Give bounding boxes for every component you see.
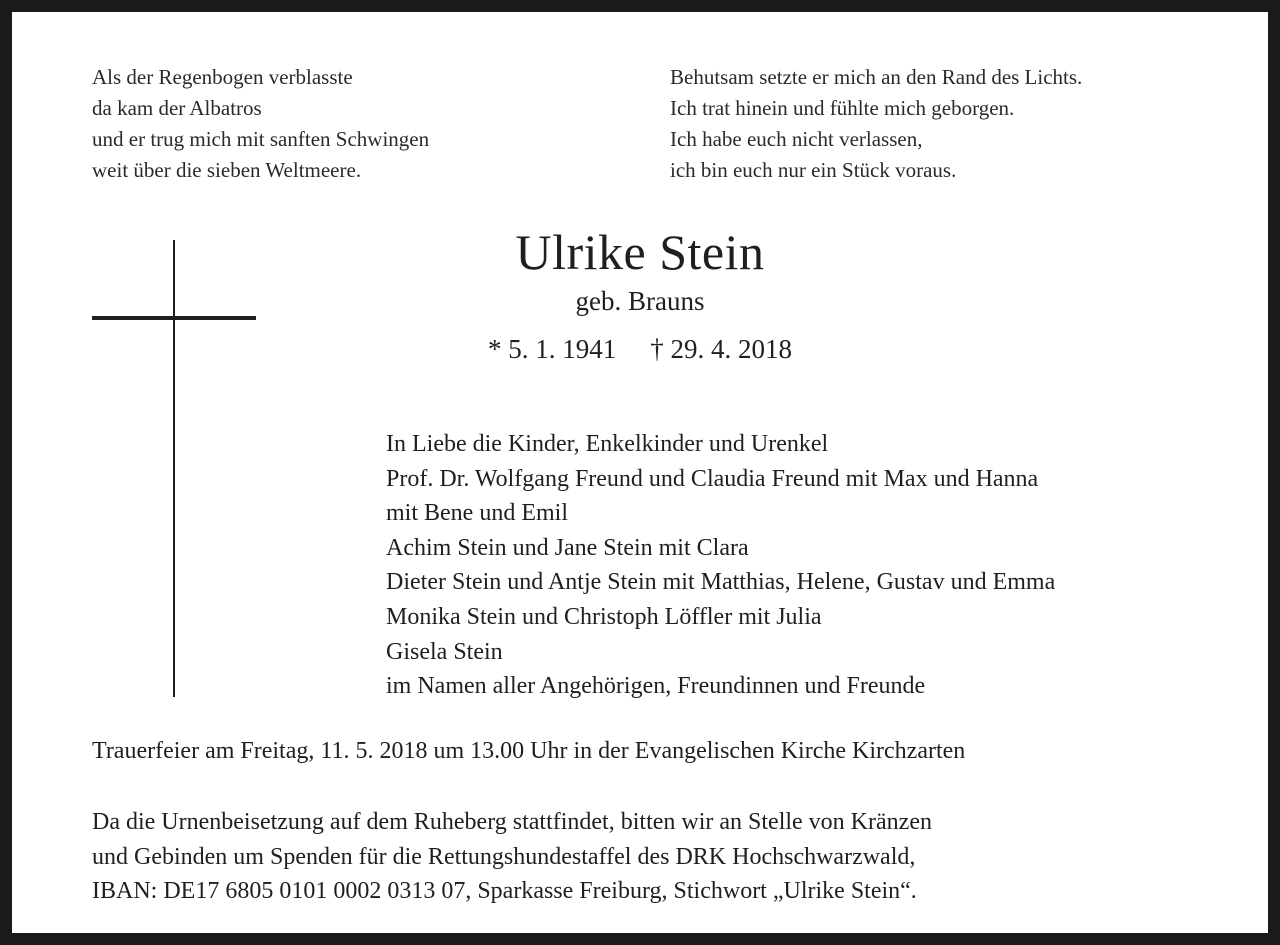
deceased-name: Ulrike Stein: [515, 224, 765, 280]
mourners-line: mit Bene und Emil: [386, 500, 568, 527]
mourners-line: Achim Stein und Jane Stein mit Clara: [386, 534, 749, 561]
funeral-service-info: Trauerfeier am Freitag, 11. 5. 2018 um 13.00 Uhr in der Evangelischen Kirche Kirchzarten: [92, 738, 966, 764]
birth-date: * 5. 1. 1941: [488, 334, 617, 364]
poem-left-line: weit über die sieben Weltmeere.: [92, 158, 362, 182]
poem-right-line: ich bin euch nur ein Stück voraus.: [670, 158, 957, 182]
mourners-line: Dieter Stein und Antje Stein mit Matthias, Helene, Gustav und Emma: [386, 569, 1056, 596]
donation-request: [92, 805, 932, 909]
birth-name: geb. Brauns: [575, 286, 705, 316]
poem-left-line: und er trug mich mit sanften Schwingen: [92, 127, 430, 151]
poem-left-line: Als der Regenbogen verblasste: [92, 65, 353, 89]
poem-right-line: Ich habe euch nicht verlassen,: [670, 127, 923, 151]
death-date: † 29. 4. 2018: [650, 334, 792, 364]
poem-left-line: da kam der Albatros: [92, 96, 262, 120]
obituary-notice: [12, 12, 1268, 933]
poem-right-line: Behutsam setzte er mich an den Rand des Lichts.: [670, 65, 1083, 89]
mourners-line: Gisela Stein: [386, 638, 503, 665]
mourners-line: In Liebe die Kinder, Enkelkinder und Urenkel: [386, 431, 829, 457]
donation-line: Da die Urnenbeisetzung auf dem Ruheberg stattfindet, bitten wir an Stelle von Kränzen: [92, 809, 932, 835]
poem-right-line: Ich trat hinein und fühlte mich geborgen.: [670, 96, 1015, 120]
mourners-line: Prof. Dr. Wolfgang Freund und Claudia Freund mit Max und Hanna: [386, 465, 1039, 492]
donation-line: IBAN: DE17 6805 0101 0002 0313 07, Sparkasse Freiburg, Stichwort „Ulrike Stein“.: [92, 878, 917, 904]
mourners-line: Monika Stein und Christoph Löffler mit Julia: [386, 603, 822, 630]
life-dates: [12, 332, 1268, 366]
poem-right: [670, 62, 1082, 186]
mourners-line: im Namen aller Angehörigen, Freundinnen und Freunde: [386, 673, 926, 700]
mourners-list: [386, 427, 1055, 704]
poem-left: [92, 62, 429, 186]
donation-line: und Gebinden um Spenden für die Rettungshundestaffel des DRK Hochschwarzwald,: [92, 843, 916, 870]
